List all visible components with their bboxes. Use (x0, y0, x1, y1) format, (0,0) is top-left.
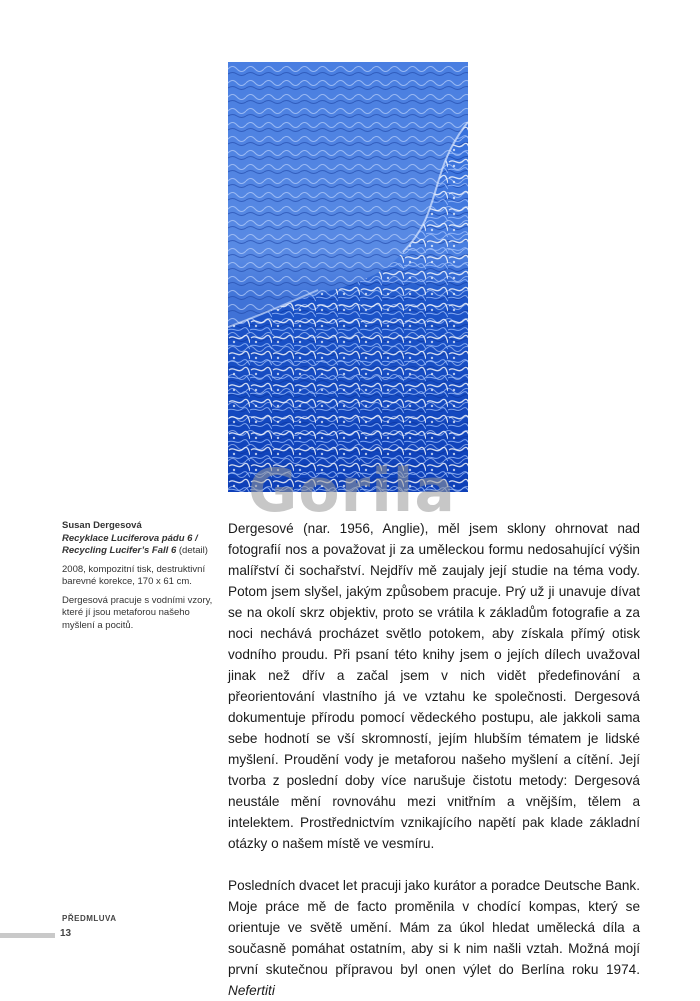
body-text (228, 518, 640, 1001)
body-paragraph-2-end: Nefertiti (228, 983, 275, 998)
body-paragraph-1: Dergesové (nar. 1956, Anglie), měl jsem sklony ohrnovat nad fotografií nos a považovat ji za uměleckou formu nedosahující výšin malířství či sochařství. Nejdřív mě zaujaly její studie na téma vody. Potom jsem slyšel, jakým způsobem pracuje. Prý už ji unavuje dívat se na okolí skrz objektiv, proto se vrátila k základům fotografie a za noci nechává procházet světlo potokem, aby získala přímý otisk vodního proudu. Při psaní této knihy jsem o jejích dílech uvažoval jinak než dřív a začal jsem v nich vidět předefinování a přeorientování vlastního já ve vztahu ke společnosti. Dergesová dokumentuje přírodu pomocí vědeckého postupu, ale jakkoli sama sebe hodnotí se vší skromností, jejím hlubším tématem je lidské myšlení. Proudění vody je metaforou našeho myšlení a cítění. Její tvorba z poslední doby více narušuje čistotu metody: Dergesová neustále mění rovnováhu mezi vnitřním a vnějším, tělem a intelektem. Prostřednictvím vznikajícího napětí pak klade základní otázky o našem místě ve vesmíru. (228, 521, 640, 851)
caption-description: Dergesová pracuje s vodními vzory, které jí jsou metaforou našeho myšlení a pocitů. (62, 594, 213, 631)
page-number: 13 (60, 928, 72, 939)
artwork-caption (62, 520, 222, 638)
body-paragraph-2 (228, 875, 640, 1001)
caption-specs: 2008, kompozitní tisk, destruktivní barevné korekce, 170 x 61 cm. (62, 563, 206, 587)
water-pattern-artwork (228, 62, 468, 492)
section-label: PŘEDMLUVA (62, 914, 117, 923)
body-paragraph-2-text: Posledních dvacet let pracuji jako kurátor a poradce Deutsche Bank. Moje práce mě de facto proměnila v chodící kompas, který se orientuje ve světě umění. Mám za úkol hledat umělecká díla a současně pomáhat ostatním, aby si k nim našli vztah. Možná mojí první skutečnou přípravou byl onen výlet do Berlína roku 1974. (228, 878, 640, 977)
caption-artist: Susan Dergesová (62, 520, 142, 531)
watermark-logo: Gorila (248, 456, 456, 526)
caption-detail: (detail) (178, 545, 208, 556)
caption-title-en: Recycling Lucifer’s Fall 6 (62, 545, 177, 556)
caption-title-cz: Recyklace Luciferova pádu 6 / (62, 532, 198, 544)
footer-bar (0, 933, 55, 938)
